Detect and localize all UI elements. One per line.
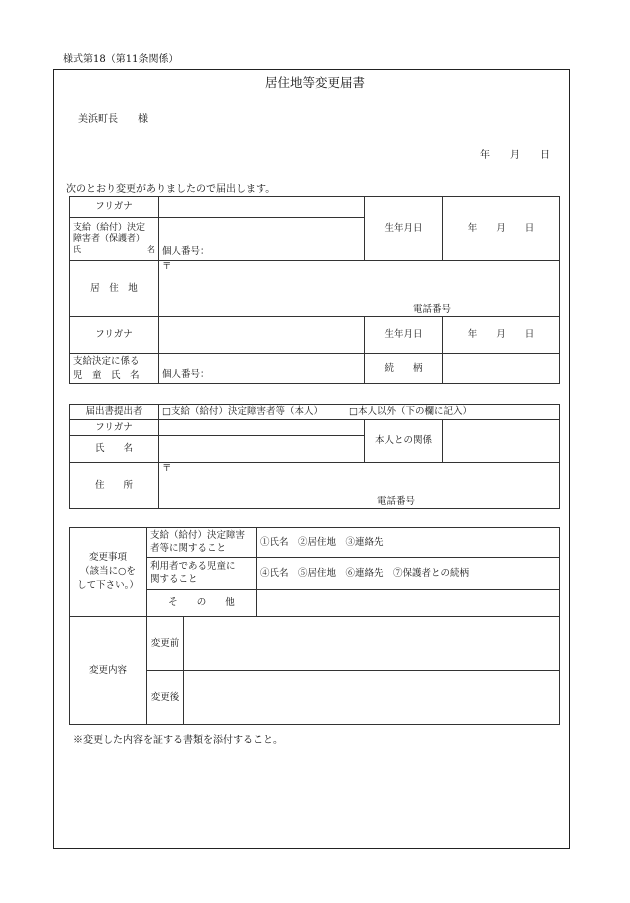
submitter-name-field[interactable] xyxy=(159,436,365,463)
intro-text: 次のとおり変更がありましたので届出します。 xyxy=(66,184,276,195)
change-table xyxy=(69,527,560,725)
child-relationship-label: 続 柄 xyxy=(365,354,443,384)
submitter-relationship-field[interactable] xyxy=(443,420,560,463)
change-category-3-field[interactable] xyxy=(257,590,560,617)
applicant-birthdate-field[interactable]: 年 月 日 xyxy=(443,197,560,261)
applicant-birthdate-label: 生年月日 xyxy=(365,197,443,261)
applicant-address-field[interactable] xyxy=(159,261,560,317)
change-after-field[interactable] xyxy=(184,671,560,725)
submitter-postal-mark: 〒 xyxy=(162,463,172,474)
child-birthdate-label: 生年月日 xyxy=(365,317,443,354)
change-category-3-label: そ の 他 xyxy=(147,590,257,617)
submitter-furigana-field[interactable] xyxy=(159,420,365,436)
submitter-address-label: 住 所 xyxy=(70,463,159,509)
postal-mark: 〒 xyxy=(162,261,172,272)
form-number: 様式第18（第11条関係） xyxy=(63,54,179,65)
change-category-2-options[interactable]: ④氏名 ⑤居住地 ⑥連絡先 ⑦保護者との続柄 xyxy=(257,558,560,590)
applicant-table xyxy=(69,196,560,384)
applicant-name-label: 支給（給付）決定 障害者（保護者） 氏 名 xyxy=(70,218,159,261)
form-title: 居住地等変更届書 xyxy=(264,75,365,90)
submitter-relationship-label: 本人との関係 xyxy=(365,420,443,463)
child-birthdate-field[interactable]: 年 月 日 xyxy=(443,317,560,354)
change-before-field[interactable] xyxy=(184,617,560,671)
change-before-label: 変更前 xyxy=(147,617,184,671)
option-self-checkbox[interactable]: □支給（給付）決定障害者等（本人） xyxy=(162,406,323,418)
submitter-furigana-label: フリガナ xyxy=(70,420,159,436)
applicant-address-label: 居 住 地 xyxy=(70,261,159,317)
option-other-checkbox[interactable]: □本人以外（下の欄に記入） xyxy=(349,406,473,418)
applicant-furigana-field[interactable] xyxy=(159,197,365,218)
applicant-individual-number-label: 個人番号： xyxy=(162,246,210,258)
footnote: ※変更した内容を証する書類を添付すること。 xyxy=(73,735,283,746)
submitter-name-label: 氏 名 xyxy=(70,436,159,463)
applicant-furigana-label: フリガナ xyxy=(70,197,159,218)
submitter-options xyxy=(159,405,560,420)
child-furigana-field[interactable] xyxy=(159,317,365,354)
applicant-name-field[interactable] xyxy=(159,218,365,261)
child-name-field[interactable] xyxy=(159,354,365,384)
addressee: 美浜町長 様 xyxy=(78,114,148,125)
change-category-1-options[interactable]: ①氏名 ②居住地 ③連絡先 xyxy=(257,528,560,558)
change-after-label: 変更後 xyxy=(147,671,184,725)
submission-date: 年 月 日 xyxy=(480,150,550,161)
child-furigana-label: フリガナ xyxy=(70,317,159,354)
change-category-1-label: 支給（給付）決定障害 者等に関すること xyxy=(147,528,257,558)
submitter-table xyxy=(69,404,560,509)
change-category-2-label: 利用者である児童に 関すること xyxy=(147,558,257,590)
change-content-label: 変更内容 xyxy=(70,617,147,725)
change-items-label: 変更事項 （該当に○を して下さい。） xyxy=(70,528,147,617)
submitter-phone-label: 電話番号 xyxy=(377,496,416,508)
child-relationship-field[interactable] xyxy=(443,354,560,384)
child-name-label: 支給決定に係る 児 童 氏 名 xyxy=(70,354,159,384)
applicant-phone-label: 電話番号 xyxy=(413,304,452,316)
child-individual-number-label: 個人番号： xyxy=(162,369,210,381)
submitter-label: 届出書提出者 xyxy=(70,405,159,420)
submitter-address-field[interactable] xyxy=(159,463,560,509)
